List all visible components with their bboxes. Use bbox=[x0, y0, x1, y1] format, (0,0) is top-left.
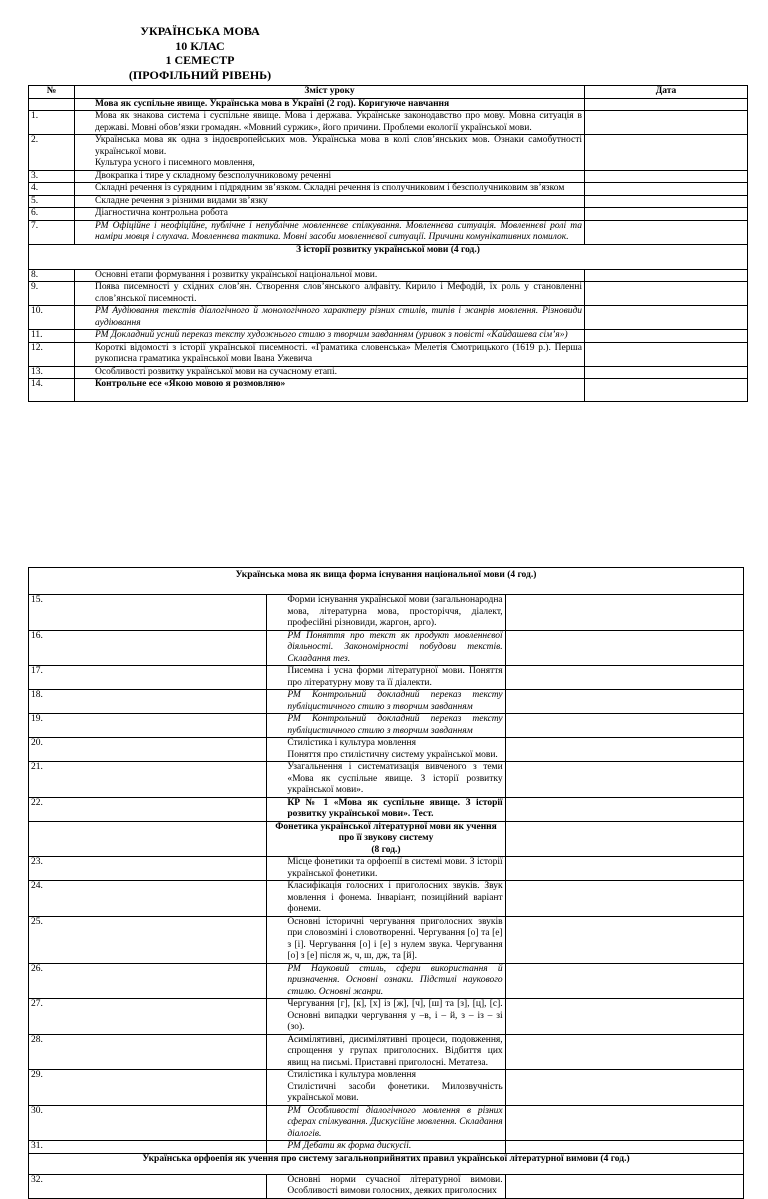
lesson-number: 16. bbox=[29, 630, 267, 666]
lesson-content: РМ Дебати як форма дискусії. bbox=[287, 1141, 412, 1151]
lesson-date[interactable] bbox=[585, 379, 748, 402]
table-row bbox=[29, 379, 748, 402]
lesson-plan-table-1 bbox=[28, 85, 748, 402]
lesson-number: 21. bbox=[29, 762, 267, 798]
lesson-date[interactable] bbox=[585, 342, 748, 366]
lesson-content: Короткі відомості з історії української писемності. «Граматика словенська» Мелетія Смотрицького (1619 р.). Перша рукописна граматика української мови Івана Ужевича bbox=[95, 342, 582, 364]
lesson-date[interactable] bbox=[505, 762, 743, 798]
table-row bbox=[29, 208, 748, 221]
table-row bbox=[29, 916, 744, 963]
section-title: Українська орфоепія як учення про систему загальноприйнятих правил української літературної вимови (4 год.) bbox=[142, 1153, 630, 1164]
document-header bbox=[100, 24, 300, 82]
section-row bbox=[29, 98, 748, 111]
lesson-date[interactable] bbox=[585, 220, 748, 244]
lesson-date[interactable] bbox=[585, 170, 748, 183]
lesson-number: 4. bbox=[29, 183, 75, 196]
lesson-date[interactable] bbox=[505, 690, 743, 714]
lesson-number: 22. bbox=[29, 797, 267, 821]
table-row bbox=[29, 220, 748, 244]
lesson-number: 15. bbox=[29, 595, 267, 631]
section-row bbox=[29, 1153, 744, 1174]
table-row bbox=[29, 738, 744, 762]
lesson-content: Українська мова як одна з індоєвропейських мов. Українська мова в колі слов’янських мов. Ознаки самобутності української мови. bbox=[95, 135, 582, 157]
section-title: З історії розвитку української мови (4 год.) bbox=[296, 244, 480, 255]
lesson-content: Писемна і усна форми літературної мови. Поняття про літературну мову та її діалекти. bbox=[287, 666, 503, 688]
table-row bbox=[29, 1141, 744, 1154]
lesson-content: Узагальнення і систематизація вивченого з теми «Мова як суспільне явище. З історії розвитку української мови». bbox=[287, 762, 503, 795]
table-row bbox=[29, 170, 748, 183]
lesson-content: Основні історичні чергування приголосних звуків при словозміні і словотворенні. Чергування [о] та [е] з [і]. Чергування [о] і [е] з нулем звука. Чергування [о] з [е] після ж, ч, ш, дж, та [й]. bbox=[287, 916, 503, 961]
lesson-content: РМ Аудіювання текстів діалогічного й монологічного характеру різних стилів, типів і жанрів мовлення. Різновиди аудіювання bbox=[95, 306, 582, 328]
lesson-content: Особливості розвитку української мови на сучасному етапі. bbox=[95, 366, 338, 377]
lesson-date[interactable] bbox=[505, 630, 743, 666]
lesson-content: РМ Докладний усний переказ тексту художнього стилю з творчим завданням (уривок з повісті «Кайдашева сім’я») bbox=[95, 330, 568, 340]
lesson-number: 27. bbox=[29, 999, 267, 1035]
lesson-date[interactable] bbox=[505, 963, 743, 999]
section-row bbox=[29, 568, 744, 595]
table-row bbox=[29, 1105, 744, 1141]
lesson-content-extra: Поняття про стилістичну систему української мови. bbox=[287, 749, 498, 760]
level-title: (ПРОФІЛЬНИЙ РІВЕНЬ) bbox=[128, 67, 272, 82]
lesson-date[interactable] bbox=[505, 714, 743, 738]
lesson-date[interactable] bbox=[585, 330, 748, 343]
lesson-content: РМ Контрольний докладний переказ тексту публіцистичного стилю з творчим завданням bbox=[287, 714, 503, 736]
lesson-content: РМ Науковий стиль, сфери використання й призначення. Основні ознаки. Підстилі наукового стилю. Основні жанри. bbox=[287, 963, 503, 997]
lesson-number: 30. bbox=[29, 1105, 267, 1141]
lesson-date[interactable] bbox=[505, 1105, 743, 1141]
semester-title: 1 СЕМЕСТР bbox=[165, 53, 235, 68]
table-row bbox=[29, 195, 748, 208]
lesson-number: 6. bbox=[29, 208, 75, 221]
table-row bbox=[29, 690, 744, 714]
table-row bbox=[29, 183, 748, 196]
lesson-number: 7. bbox=[29, 220, 75, 244]
table-row bbox=[29, 714, 744, 738]
lesson-content: РМ Поняття про текст як продукт мовленнєвої діяльності. Закономірності побудови текстів. Складання тез. bbox=[287, 630, 503, 664]
table-row bbox=[29, 762, 744, 798]
lesson-content: Стилістика і культура мовлення bbox=[287, 738, 416, 748]
section-hours: (8 год.) bbox=[371, 844, 401, 855]
lesson-number: 18. bbox=[29, 690, 267, 714]
table-row bbox=[29, 282, 748, 306]
lesson-number: 1. bbox=[29, 111, 75, 135]
lesson-date[interactable] bbox=[505, 797, 743, 821]
lesson-content: Асимілятивні, дисимілятивні процеси, подовження, спрощення у групах приголосних. Відбиття цих явищ на письмі. Приставні приголосні. Метатеза. bbox=[287, 1034, 503, 1068]
table-row bbox=[29, 963, 744, 999]
lesson-number: 31. bbox=[29, 1141, 267, 1154]
lesson-number: 11. bbox=[29, 330, 75, 343]
lesson-number: 14. bbox=[29, 379, 75, 402]
table-row bbox=[29, 630, 744, 666]
lesson-number: 19. bbox=[29, 714, 267, 738]
lesson-date[interactable] bbox=[585, 269, 748, 282]
lesson-content: РМ Офіційне і неофіційне, публічне і непублічне мовленнєве спілкування. Мовленнєва ситуація. Мовленнєві ролі та наміри мовця і слухача. Мовленнєва тактика. Мовні засоби мовленнєвої ситуації. Причини комунікативних помилок. bbox=[95, 220, 582, 242]
lesson-content: Контрольне есе «Якою мовою я розмовляю» bbox=[95, 379, 286, 389]
lesson-number: 20. bbox=[29, 738, 267, 762]
lesson-date[interactable] bbox=[505, 1070, 743, 1106]
table-row bbox=[29, 881, 744, 917]
table-row bbox=[29, 857, 744, 881]
lesson-number: 26. bbox=[29, 963, 267, 999]
lesson-date[interactable] bbox=[585, 195, 748, 208]
table-row bbox=[29, 306, 748, 330]
lesson-number: 5. bbox=[29, 195, 75, 208]
lesson-date[interactable] bbox=[505, 1034, 743, 1070]
table-row bbox=[29, 1070, 744, 1106]
lesson-number: 28. bbox=[29, 1034, 267, 1070]
lesson-content: Поява писемності у східних слов’ян. Створення слов’янського алфавіту. Кирило і Мефодій, їх роль у становленні слов’янської писемності. bbox=[95, 282, 582, 304]
lesson-content: Діагностична контрольна робота bbox=[95, 208, 229, 218]
section-row bbox=[29, 821, 744, 857]
table-row bbox=[29, 135, 748, 171]
table-row bbox=[29, 797, 744, 821]
table-row bbox=[29, 1174, 744, 1198]
table-row bbox=[29, 1034, 744, 1070]
lesson-plan-table-2 bbox=[28, 567, 744, 1199]
lesson-content: Складне речення з різними видами зв’язку bbox=[95, 195, 268, 206]
lesson-date[interactable] bbox=[505, 881, 743, 917]
section-row bbox=[29, 244, 748, 269]
lesson-content: Мова як знакова система і суспільне явище. Мова і держава. Українське законодавство про мову. Мовна ситуація в державі. Мовні обов’язки громадян. «Мовний суржик», його причини. Проблеми екології української мови. bbox=[95, 111, 582, 133]
lesson-date[interactable] bbox=[585, 306, 748, 330]
table-row bbox=[29, 269, 748, 282]
lesson-content: Місце фонетики та орфоепії в системі мови. З історії української фонетики. bbox=[287, 857, 503, 879]
lesson-content: Основні етапи формування і розвитку української національної мови. bbox=[95, 269, 378, 280]
lesson-content: Класифікація голосних і приголосних звуків. Звук мовлення і фонема. Інваріант, позиційний варіант фонеми. bbox=[287, 881, 503, 914]
col-header-content: Зміст уроку bbox=[75, 86, 585, 99]
lesson-date[interactable] bbox=[585, 282, 748, 306]
section-title: Українська мова як вища форма існування національної мови (4 год.) bbox=[235, 570, 537, 580]
lesson-content-extra: Стилістичні засоби фонетики. Милозвучність української мови. bbox=[287, 1081, 503, 1103]
table-row bbox=[29, 666, 744, 690]
lesson-date[interactable] bbox=[585, 183, 748, 196]
table-row bbox=[29, 999, 744, 1035]
lesson-number: 25. bbox=[29, 916, 267, 963]
lesson-content: Стилістика і культура мовлення bbox=[287, 1070, 416, 1080]
lesson-number: 32. bbox=[29, 1174, 267, 1198]
lesson-number: 3. bbox=[29, 170, 75, 183]
lesson-date[interactable] bbox=[505, 999, 743, 1035]
col-header-date: Дата bbox=[585, 86, 748, 99]
lesson-date[interactable] bbox=[585, 135, 748, 171]
lesson-content: РМ Контрольний докладний переказ тексту публіцистичного стилю з творчим завданням bbox=[287, 690, 503, 712]
col-header-number: № bbox=[29, 86, 75, 99]
grade-title: 10 КЛАС bbox=[175, 38, 225, 53]
subject-title: УКРАЇНСЬКА МОВА bbox=[140, 24, 260, 38]
table-row bbox=[29, 111, 748, 135]
table-row bbox=[29, 595, 744, 631]
lesson-number: 12. bbox=[29, 342, 75, 366]
lesson-number: 13. bbox=[29, 366, 75, 379]
table-header-row bbox=[29, 86, 748, 99]
lesson-date[interactable] bbox=[505, 916, 743, 963]
section-title: Мова як суспільне явище. Українська мова в Україні (2 год). Коригуюче навчання bbox=[95, 98, 450, 109]
table-row bbox=[29, 330, 748, 343]
lesson-date[interactable] bbox=[505, 1174, 743, 1198]
table-row bbox=[29, 342, 748, 366]
lesson-number: 2. bbox=[29, 135, 75, 171]
lesson-date[interactable] bbox=[585, 208, 748, 221]
lesson-content: Форми існування української мови (загальнонародна мова, літературна мова, просторіччя, діалект, професійні різновиди, жаргон, арго). bbox=[287, 595, 503, 628]
lesson-content: Двокрапка і тире у складному безсполучниковому реченні bbox=[95, 170, 332, 181]
section-title: Фонетика української літературної мови як учення про її звукову систему bbox=[275, 821, 497, 843]
lesson-content: КР № 1 «Мова як суспільне явище. З історії розвитку української мови». Тест. bbox=[287, 797, 503, 819]
lesson-content: Основні норми сучасної літературної вимови. Особливості вимови голосних, деяких приголосних bbox=[287, 1174, 503, 1196]
lesson-date[interactable] bbox=[585, 366, 748, 379]
lesson-number: 24. bbox=[29, 881, 267, 917]
lesson-date[interactable] bbox=[505, 595, 743, 631]
lesson-content: Складні речення із сурядним і підрядним зв’язком. Складні речення із сполучниковим і безсполучниковим зв’язком bbox=[95, 183, 565, 193]
table-row bbox=[29, 366, 748, 379]
lesson-date[interactable] bbox=[505, 1141, 743, 1154]
lesson-number: 17. bbox=[29, 666, 267, 690]
lesson-content: Чергування [г], [к], [х] із [ж], [ч], [ш] та [з], [ц], [с]. Основні випадки чергування у –в, і – й, з – із – зі (зо). bbox=[287, 999, 503, 1032]
lesson-date[interactable] bbox=[505, 857, 743, 881]
lesson-number: 10. bbox=[29, 306, 75, 330]
lesson-number: 23. bbox=[29, 857, 267, 881]
lesson-content-extra: Культура усного і писемного мовлення, bbox=[95, 158, 255, 168]
lesson-content: РМ Особливості діалогічного мовлення в різних сферах спілкування. Дискусійне мовлення. Складання діалогів. bbox=[287, 1105, 503, 1139]
lesson-date[interactable] bbox=[505, 738, 743, 762]
lesson-number: 9. bbox=[29, 282, 75, 306]
lesson-number: 8. bbox=[29, 269, 75, 282]
lesson-number: 29. bbox=[29, 1070, 267, 1106]
lesson-date[interactable] bbox=[585, 111, 748, 135]
lesson-date[interactable] bbox=[505, 666, 743, 690]
